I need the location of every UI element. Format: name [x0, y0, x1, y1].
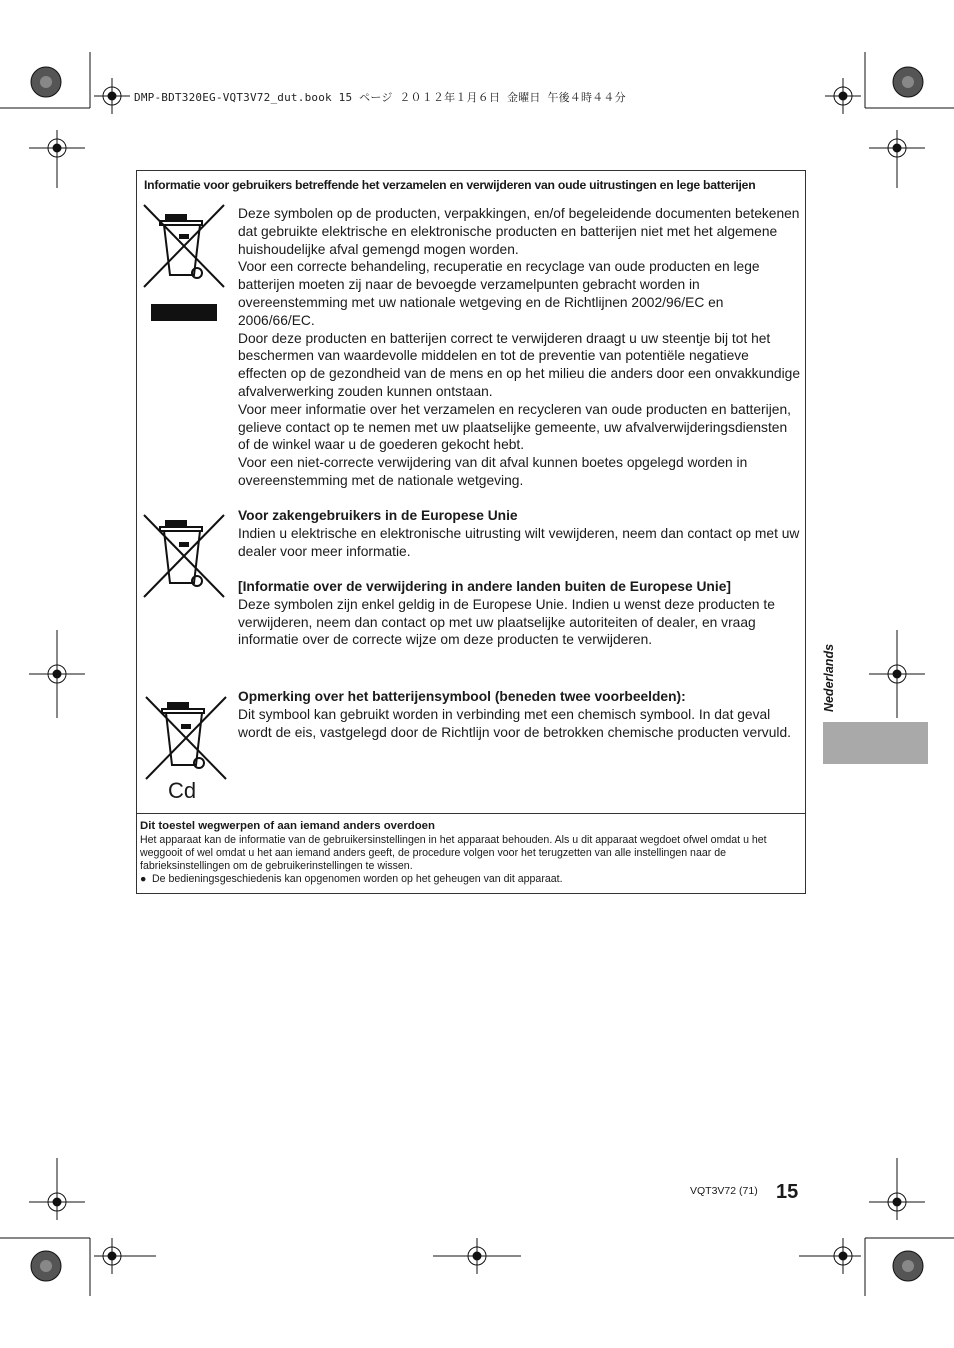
paragraph: Voor een correcte behandeling, recuperatie en recyclage van oude producten en lege batterijen moeten zij naar de bevoegde verzamelpunten gebracht worden in overeenstemming met uw nationale wetgeving en de Richtlijnen 2002/96/EC en 2006/66/EC.: [238, 259, 760, 328]
paragraph: Indien u elektrische en elektronische uitrusting wilt vewijderen, neem dan contact op met uw dealer voor meer informatie.: [238, 525, 800, 559]
paragraph: Voor een niet-correcte verwijdering van dit afval kunnen boetes opgelegd worden in overeenstemming met de nationale wetgeving.: [238, 455, 748, 488]
crossed-out-wheelie-bin-icon: [142, 513, 226, 599]
disposal-title: Dit toestel wegwerpen of aan iemand anders overdoen: [140, 820, 435, 832]
list-item: [140, 873, 800, 886]
paragraph: Deze symbolen op de producten, verpakkingen, en/of begeleidende documenten betekenen dat gebruikte elektrische en elektronische producten en batterijen niet met het algemene huishoudelijke afval gemengd mogen worden.: [238, 206, 800, 257]
box-title: Informatie voor gebruikers betreffende het verzamelen en verwijderen van oude uitrustingen en lege batterijen: [144, 178, 756, 192]
print-header: DMP-BDT320EG-VQT3V72_dut.book 15 ページ ２０１２年１月６日 金曜日 午後４時４４分: [134, 91, 626, 104]
section-business-users: [238, 507, 800, 560]
page-number: 15: [776, 1181, 799, 1203]
language-label: [815, 636, 843, 720]
section-heading: [Informatie over de verwijdering in andere landen buiten de Europese Unie]: [238, 579, 731, 594]
section-battery-symbol: [238, 688, 800, 741]
crossed-out-wheelie-bin-icon: [144, 695, 228, 781]
language-tab: [823, 722, 928, 764]
paragraph: Door deze producten en batterijen correct te verwijderen draagt u uw steentje bij tot het beschermen van waardevolle middelen en tot de preventie van potentiële negatieve effecten op de gezondheid van de mens en op het milieu die anders door een onvakkundige afvalverwerking zouden kunnen ontstaan.: [238, 330, 800, 399]
document-code: VQT3V72 (71): [690, 1185, 758, 1197]
section-general: [238, 205, 800, 490]
paragraph: Deze symbolen zijn enkel geldig in de Europese Unie. Indien u wenst deze producten te verwijderen, neem dan contact op met uw plaatselijke autoriteiten of dealer, en vraag informatie over de correcte wijze om deze producten te verwijderen.: [238, 596, 775, 648]
section-heading: Voor zakengebruikers in de Europese Unie: [238, 508, 518, 523]
language-label-text: Nederlands: [822, 643, 836, 713]
paragraph: Voor meer informatie over het verzamelen en recycleren van oude producten en batterijen, gelieve contact op te nemen met uw plaatselijke gemeente, uw afvalverwijderingsdiensten of de winkel waar u de goederen gekocht hebt.: [238, 401, 791, 453]
crossed-out-wheelie-bin-icon: [142, 203, 226, 289]
solid-bar-marker: [151, 304, 217, 321]
disposal-section: [140, 820, 800, 886]
disposal-text: Het apparaat kan de informatie van de gebruikersinstellingen in het apparaat behouden. Als u dit apparaat wegdoet ofwel omdat u het weggooit of wel omdat u het aan iemand anders geeft, de procedure volgen voor het terugzetten van alle instellingen naar de fabrieksinstellingen om de gebruikerinstellingen te wissen.: [140, 834, 767, 872]
section-divider: [137, 813, 806, 814]
bullet-text: De bedieningsgeschiedenis kan opgenomen worden op het geheugen van dit apparaat.: [152, 873, 563, 885]
bullet-icon: ●: [140, 873, 147, 885]
section-heading: Opmerking over het batterijensymbool (beneden twee voorbeelden):: [238, 689, 686, 704]
section-outside-eu: [238, 578, 800, 649]
chemical-symbol: Cd: [168, 778, 197, 803]
paragraph: Dit symbool kan gebruikt worden in verbinding met een chemisch symbool. In dat geval wordt de eis, vastgelegd door de Richtlijn voor de betrokken chemische producten vervuld.: [238, 706, 791, 740]
